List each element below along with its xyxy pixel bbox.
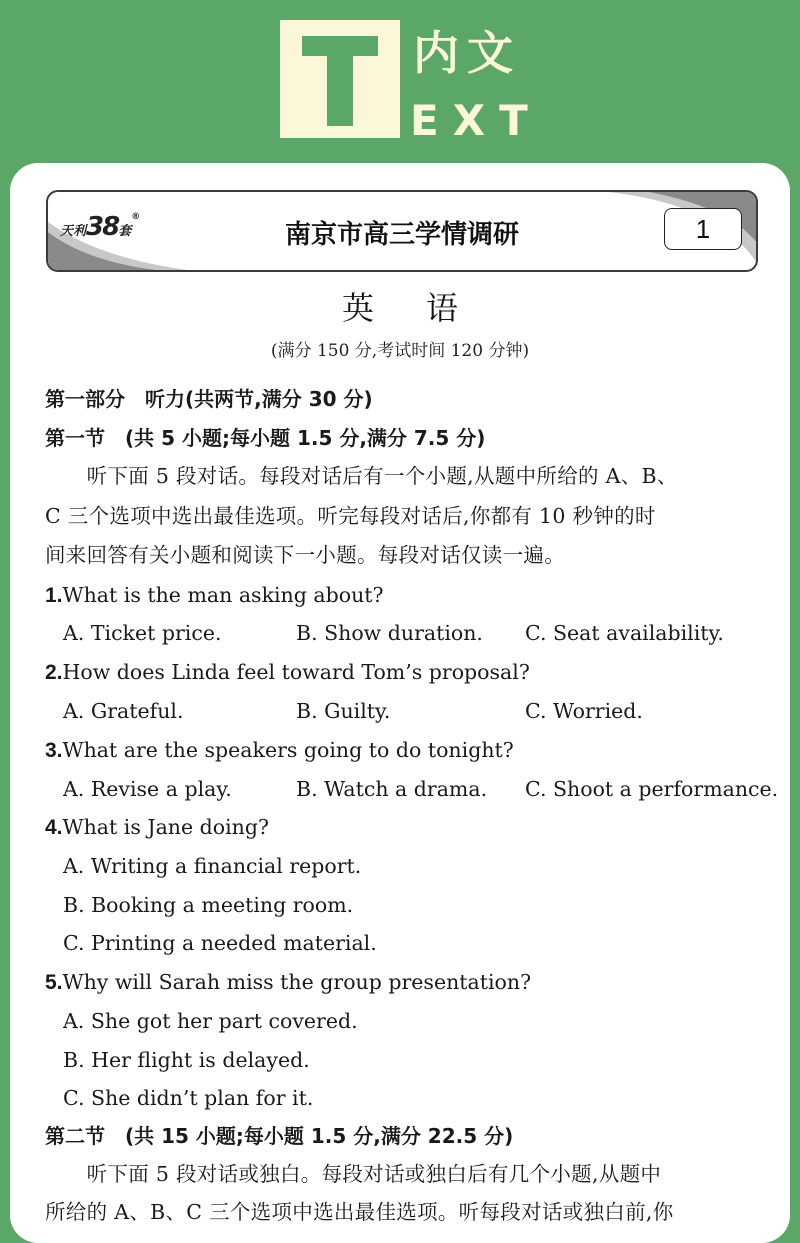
question-2	[45, 659, 760, 686]
option-b: B. Booking a meeting room.	[63, 893, 354, 917]
logo-t-letter-bar	[302, 36, 378, 56]
question-3	[45, 737, 760, 764]
exam-title: 南京市高三学情调研	[284, 220, 519, 250]
question-text: How does Linda feel toward Tom’s proposal?	[62, 660, 530, 684]
banner-cn-label: 内文	[413, 26, 521, 80]
brand-text: 天利	[60, 224, 87, 239]
brand-number: 38	[86, 212, 119, 242]
option-a: A. Ticket price.	[63, 621, 222, 645]
subject-title: 英语	[341, 289, 510, 327]
section2-instruction-line: 所给的 A、B、C 三个选项中选出最佳选项。听每段对话或独白前,你	[45, 1200, 674, 1224]
banner-en-label: EXT	[410, 96, 542, 145]
option-b: B. Guilty.	[296, 699, 391, 723]
option-c: C. Worried.	[525, 699, 643, 723]
question-number: 3.	[45, 739, 63, 762]
banner	[0, 0, 800, 175]
section1-heading: 第一节 (共 5 小题;每小题 1.5 分,满分 7.5 分)	[45, 426, 486, 450]
section1-instruction-line: C 三个选项中选出最佳选项。听完每段对话后,你都有 10 秒钟的时	[45, 504, 656, 528]
option-a: A. Grateful.	[63, 699, 184, 723]
question-number: 2.	[45, 661, 63, 684]
exam-number-badge: 1	[664, 208, 742, 250]
question-number: 5.	[45, 971, 63, 994]
section1-instruction-line: 听下面 5 段对话。每段对话后有一个小题,从题中所给的 A、B、	[45, 464, 678, 488]
part1-heading: 第一部分 听力(共两节,满分 30 分)	[45, 387, 373, 411]
option-a: A. She got her part covered.	[63, 1009, 358, 1033]
question-1	[45, 582, 760, 609]
section2-heading: 第二节 (共 15 小题;每小题 1.5 分,满分 22.5 分)	[45, 1124, 514, 1148]
option-c: C. Printing a needed material.	[63, 931, 377, 955]
question-text: Why will Sarah miss the group presentation?	[62, 970, 532, 994]
question-5	[45, 969, 760, 996]
exam-header	[46, 190, 758, 272]
option-c: C. Shoot a performance.	[525, 777, 779, 801]
option-a: A. Revise a play.	[63, 777, 232, 801]
question-text: What is Jane doing?	[62, 815, 269, 839]
brand-registered-mark: ®	[131, 212, 141, 222]
question-number: 1.	[45, 584, 63, 607]
option-c: C. Seat availability.	[525, 621, 724, 645]
question-number: 4.	[45, 816, 63, 839]
section1-instruction-line: 间来回答有关小题和阅读下一小题。每段对话仅读一遍。	[45, 543, 565, 567]
option-c: C. She didn’t plan for it.	[63, 1086, 314, 1110]
option-b: B. Watch a drama.	[296, 777, 488, 801]
option-b: B. Her flight is delayed.	[63, 1048, 310, 1072]
logo-t-letter-stem	[327, 56, 353, 126]
question-text: What are the speakers going to do tonight?	[62, 738, 514, 762]
option-b: B. Show duration.	[296, 621, 483, 645]
option-a: A. Writing a financial report.	[63, 854, 362, 878]
question-4	[45, 814, 760, 841]
brand-suffix: 套	[118, 224, 132, 239]
section2-instruction-line: 听下面 5 段对话或独白。每段对话或独白后有几个小题,从题中	[45, 1162, 662, 1186]
logo-t-block	[280, 20, 400, 138]
score-note: (满分 150 分,考试时间 120 分钟)	[270, 341, 530, 361]
question-text: What is the man asking about?	[62, 583, 384, 607]
